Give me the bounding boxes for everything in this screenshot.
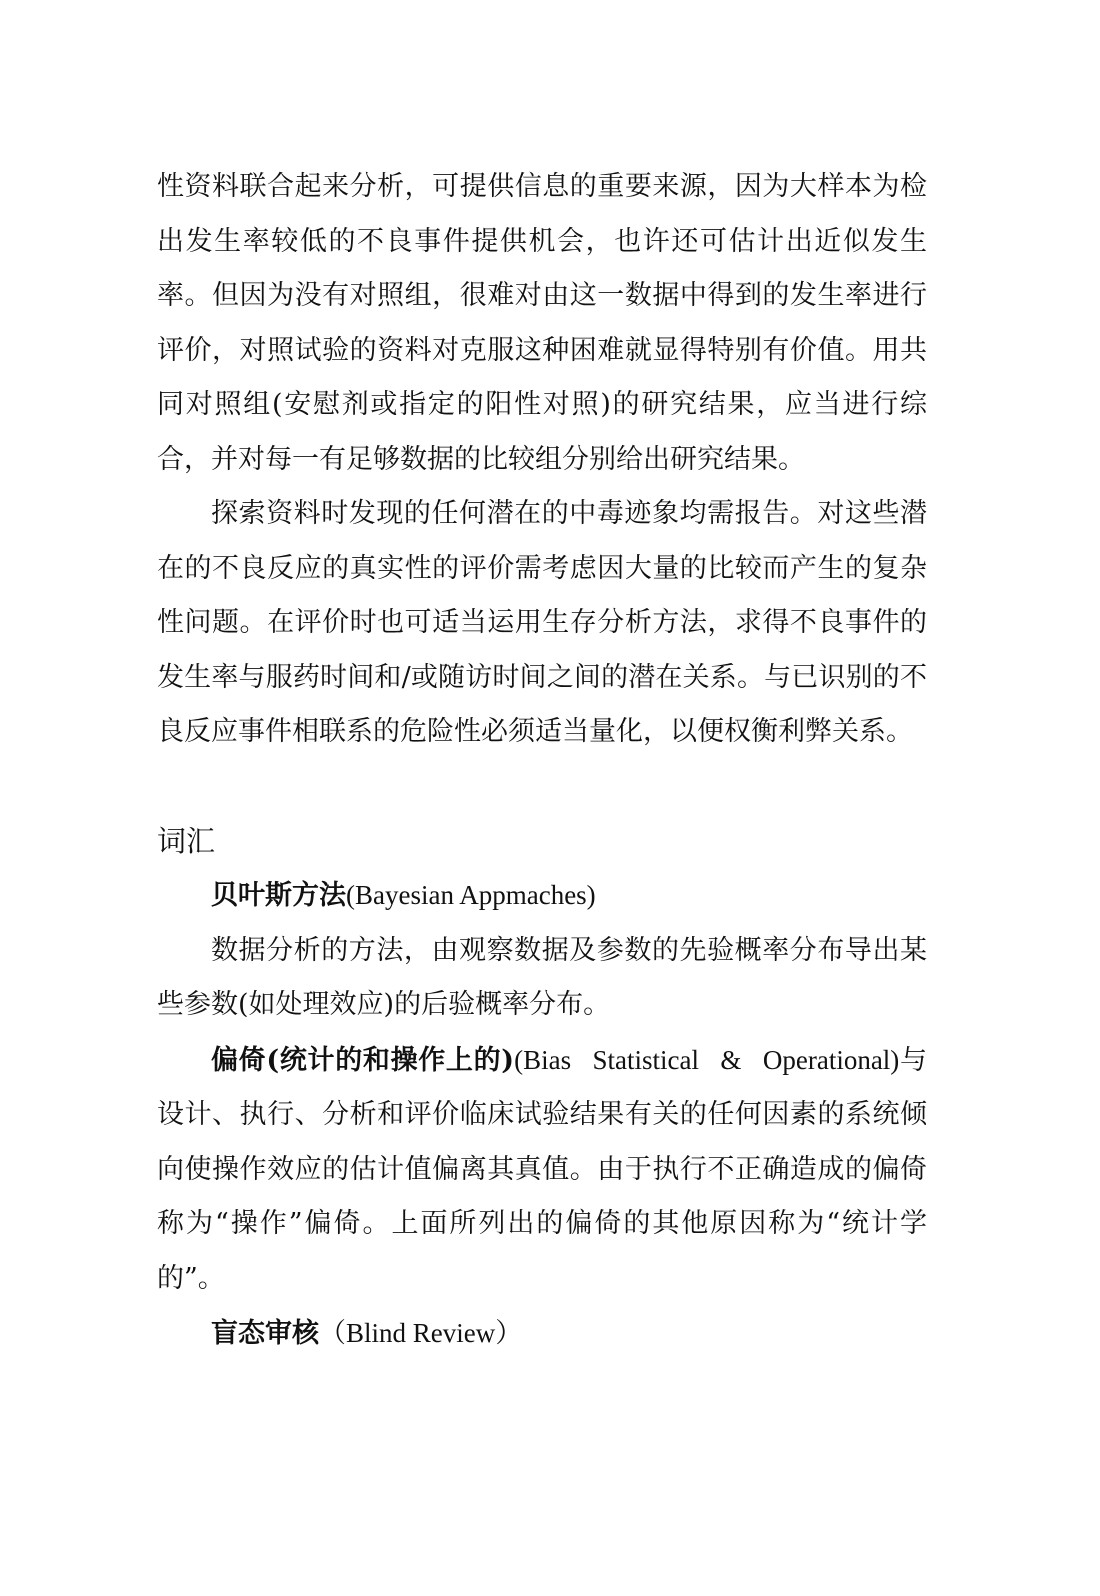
glossary-heading: 词汇 bbox=[157, 823, 216, 858]
glossary-term: 偏倚(统计的和操作上的) bbox=[211, 1044, 515, 1076]
glossary-definition-bayesian: 数据分析的方法，由观察数据及参数的先验概率分布导出某些参数(如处理效应)的后验概率分布。 bbox=[157, 934, 927, 1020]
glossary-term: 贝叶斯方法 bbox=[211, 880, 346, 911]
document-page bbox=[157, 160, 927, 1362]
body-paragraph-1: 性资料联合起来分析，可提供信息的重要来源，因为大样本为检出发生率较低的不良事件提供机会，也许还可估计出近似发生率。但因为没有对照组，很难对由这一数据中得到的发生率进行评价，对照试验的资料对克服这种困难就显得特别有价值。用共同对照组(安慰剂或指定的阳性对照)的研究结果，应当进行综合，并对每一有足够数据的比较组分别给出研究结果。 bbox=[157, 171, 927, 475]
glossary-term: 盲态审核 bbox=[211, 1318, 319, 1349]
glossary-term-english: (Bias Statistical & Operational) bbox=[514, 1044, 900, 1075]
glossary-entry-bayesian bbox=[157, 868, 927, 924]
glossary-entry-blind-review bbox=[157, 1306, 927, 1362]
glossary-definition: 与设计、执行、分析和评价临床试验结果有关的任何因素的系统倾向使操作效应的估计值偏离其真值。由于执行不正确造成的偏倚称为“操作”偏倚。上面所列出的偏倚的其他原因称为“统计学的”。 bbox=[157, 1044, 927, 1294]
glossary-term-english: （Blind Review） bbox=[319, 1318, 523, 1348]
body-paragraph-2: 探索资料时发现的任何潜在的中毒迹象均需报告。对这些潜在的不良反应的真实性的评价需考虑因大量的比较而产生的复杂性问题。在评价时也可适当运用生存分析方法，求得不良事件的发生率与服药时间和/或随访时间之间的潜在关系。与已识别的不良反应事件相联系的危险性必须适当量化，以便权衡利弊关系。 bbox=[157, 498, 927, 747]
glossary-term-english: (Bayesian Appmaches) bbox=[346, 880, 596, 910]
glossary-entry-bias bbox=[157, 1033, 927, 1307]
